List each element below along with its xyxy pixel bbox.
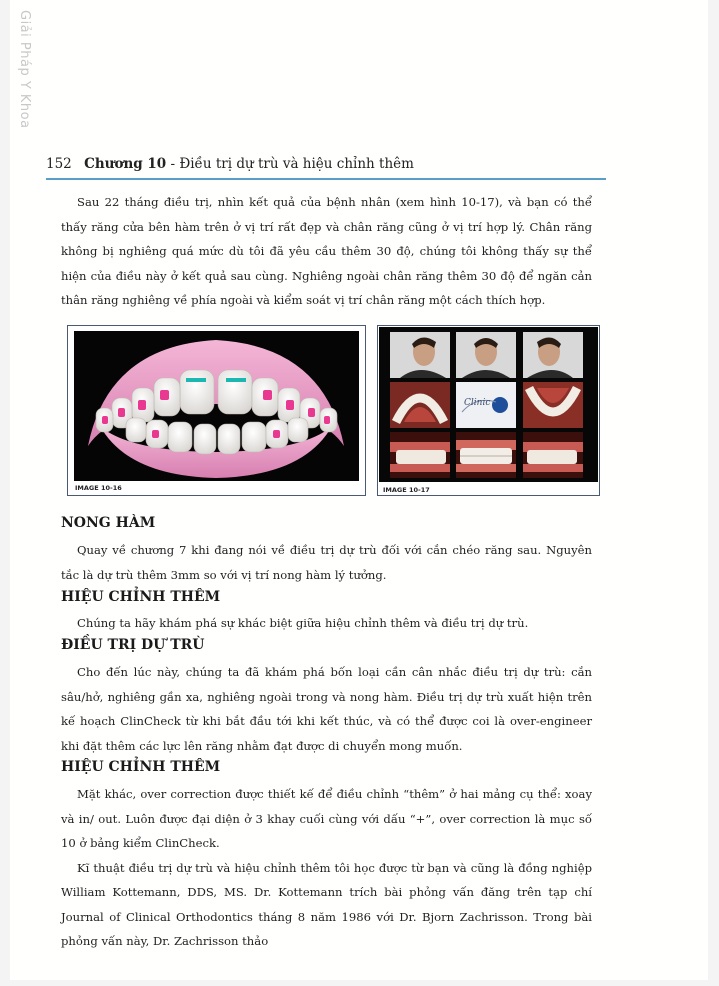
section-text: Quay về chương 7 khi đang nói về điều trị dự trù đối với cắn chéo răng sau. Nguyên tắc là dự trù thêm 3mm so với vị trí nong hàm lý tưởng. bbox=[61, 543, 592, 582]
clinic-logo-text: Clinic bbox=[464, 398, 491, 408]
face-photo-profile-right bbox=[390, 332, 450, 378]
figure-10-16-label: IMAGE 10-16 bbox=[75, 484, 122, 492]
page-number: 152 bbox=[46, 156, 72, 172]
section-heading-nong-ham: NONG HÀM bbox=[61, 515, 156, 531]
intro-paragraph bbox=[61, 190, 592, 313]
intraoral-lower-arch bbox=[523, 382, 583, 428]
intraoral-upper-arch bbox=[390, 382, 450, 428]
section-text-continued: Kĩ thuật điều trị dự trù và hiệu chỉnh thêm tôi học được từ bạn và cũng là đồng nghiệp William Kottemann, DDS, MS. Dr. Kottemann trích bài phỏng vấn đăng trên tạp chí Journal of Clinical Orthodontics tháng 8 năm 1986 với Dr. Bjorn Zachrisson. Trong bài phỏng vấn này, Dr. Zachrisson thảo bbox=[61, 860, 592, 948]
face-photo-profile-left bbox=[523, 332, 583, 378]
watermark bbox=[14, 8, 38, 129]
section-heading-hieu-chinh-them: HIỆU CHỈNH THÊM bbox=[61, 589, 221, 605]
section-paragraph-dieu-tri-du-tru bbox=[61, 660, 592, 758]
section-paragraph-nong-ham bbox=[61, 538, 592, 587]
running-header bbox=[46, 156, 606, 178]
intraoral-right-buccal bbox=[390, 432, 450, 478]
intraoral-left-buccal bbox=[523, 432, 583, 478]
figure-10-17 bbox=[377, 325, 600, 496]
figure-10-16 bbox=[67, 325, 366, 496]
intro-text: Sau 22 tháng điều trị, nhìn kết quả của bệnh nhân (xem hình 10-17), và bạn có thể thấy răng cửa bên hàm trên ở vị trí rất đẹp và chân răng cũng ở vị trí hợp lý. Chân răng không bị nghiêng quá mức dù tôi đã yêu cầu thêm 30 độ, chúng tôi không thấy sự thể hiện của điều này ở kết quả sau cùng. Nghiêng ngoài chân răng thêm 30 độ để ngăn cản thân răng nghiêng về phía ngoài và kiểm soát vị trí chân răng một cách thích hợp. bbox=[61, 195, 592, 307]
header-rule bbox=[46, 178, 606, 180]
clinic-logo-panel bbox=[456, 382, 516, 428]
section-text: Chúng ta hãy khám phá sự khác biệt giữa hiệu chỉnh thêm và điều trị dự trù. bbox=[77, 616, 529, 630]
section-text: Cho đến lúc này, chúng ta đã khám phá bốn loại cần cân nhắc điều trị dự trù: cắn sâu/hở, nghiêng gần xa, nghiêng ngoài trong và nong hàm. Điều trị dự trù xuất hiện trên kế hoạch ClinCheck từ khi bắt đầu tới khi kết thúc, và có thể được coi là over-engineer khi đặt thêm các lực lên răng nhằm đạt được di chuyển mong muốn. bbox=[61, 665, 592, 753]
watermark-text: Giải Pháp Y Khoa bbox=[17, 10, 32, 129]
face-photo-front bbox=[456, 332, 516, 378]
chapter-title: - Điều trị dự trù và hiệu chỉnh thêm bbox=[166, 156, 414, 172]
chapter-label: Chương 10 bbox=[84, 156, 167, 172]
teeth-3d-render bbox=[68, 326, 365, 495]
section-paragraph-hieu-chinh-them-2 bbox=[61, 782, 592, 954]
book-page bbox=[10, 0, 708, 980]
section-heading-hieu-chinh-them-2: HIỆU CHỈNH THÊM bbox=[61, 759, 221, 775]
section-text: Mặt khác, over correction được thiết kế để điều chỉnh “thêm” ở hai mảng cụ thể: xoay và in/ out. Luôn được đại diện ở 3 khay cuối cùng với dấu “+”, over correction là mục số 10 ở bảng kiểm ClinCheck. bbox=[61, 787, 592, 850]
section-heading-dieu-tri-du-tru: ĐIỀU TRỊ DỰ TRÙ bbox=[61, 637, 205, 653]
section-paragraph-hieu-chinh-them bbox=[61, 611, 592, 636]
figure-10-17-label: IMAGE 10-17 bbox=[383, 486, 430, 494]
intraoral-frontal bbox=[456, 432, 516, 478]
